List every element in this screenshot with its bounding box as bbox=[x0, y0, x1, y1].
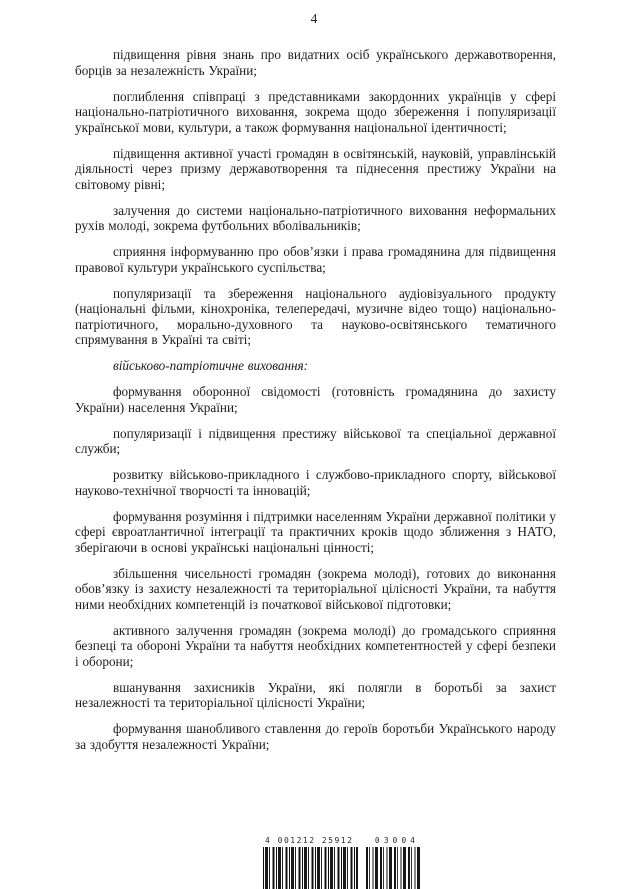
paragraph: залучення до системи національно-патріотичного виховання неформальних рухів молоді, зокрема футбольних вболівальників; bbox=[75, 202, 556, 233]
paragraph: вшанування захисників України, які полягли в боротьбі за захист незалежності та територіальної цілісності України; bbox=[75, 679, 556, 710]
paragraph: поглиблення співпраці з представниками закордонних українців у сфері національно-патріотичного виховання, зокрема щодо збереження і популяризації української мови, культури, а також формування національної ідентичності; bbox=[75, 88, 556, 135]
section-heading: військово-патріотичне виховання: bbox=[113, 358, 309, 373]
paragraph: формування оборонної свідомості (готовність громадянина до захисту України) населення України; bbox=[75, 384, 556, 415]
paragraph: підвищення активної участі громадян в освітянській, науковій, управлінській діяльності через призму державотворення та піднесення престижу України на світовому рівні; bbox=[75, 145, 556, 192]
paragraph: збільшення чисельності громадян (зокрема молоді), готових до виконання обов’язку із захисту незалежності та територіальної цілісності України, та набуття ними необхідних компетенцій із початкової військової підготовки; bbox=[75, 565, 556, 612]
paragraph: формування шанобливого ставлення до героїв боротьби Українського народу за здобуття незалежності України; bbox=[75, 721, 556, 752]
paragraph: популяризації та збереження національного аудіовізуального продукту (національні фільми, кінохроніка, телепередачі, музичне відео тощо) національно-патріотичного, морально-духовного та науково-освітянського тематичного спрямування в Україні та світі; bbox=[75, 285, 556, 347]
barcode-bars-left-icon bbox=[263, 847, 358, 889]
barcode-bars-right-icon bbox=[366, 847, 421, 889]
page-number: 4 bbox=[310, 11, 318, 26]
paragraph: сприяння інформуванню про обов’язки і права громадянина для підвищення правової культури українського суспільства; bbox=[75, 244, 556, 275]
paragraph: розвитку військово-прикладного і службово-прикладного спорту, військової науково-технічної творчості та інновацій; bbox=[75, 467, 556, 498]
barcode-bars-gap bbox=[358, 847, 366, 889]
paragraph: підвищення рівня знань про видатних осіб українського державотворення, борців за незалежність України; bbox=[75, 47, 556, 78]
paragraph: формування розуміння і підтримки населенням України державної політики у сфері євроатлантичної інтеграції та практичних кроків щодо зближення з НАТО, зберігаючи в основі українські національні цінності; bbox=[75, 508, 556, 555]
paragraph: популяризації і підвищення престижу військової та спеціальної державної служби; bbox=[75, 425, 556, 456]
paragraph: активного залучення громадян (зокрема молоді) до громадського сприяння безпеці та обороні України та набуття необхідних компетентностей у сфері безпеки і оборони; bbox=[75, 622, 556, 669]
barcode-numbers bbox=[263, 836, 421, 846]
barcode-number-addon: 03004 bbox=[374, 836, 419, 845]
barcode-bars-icon bbox=[263, 847, 421, 889]
document-body bbox=[0, 27, 628, 752]
barcode bbox=[263, 836, 421, 889]
barcode-number-main: 4 001212 25912 bbox=[265, 836, 354, 845]
